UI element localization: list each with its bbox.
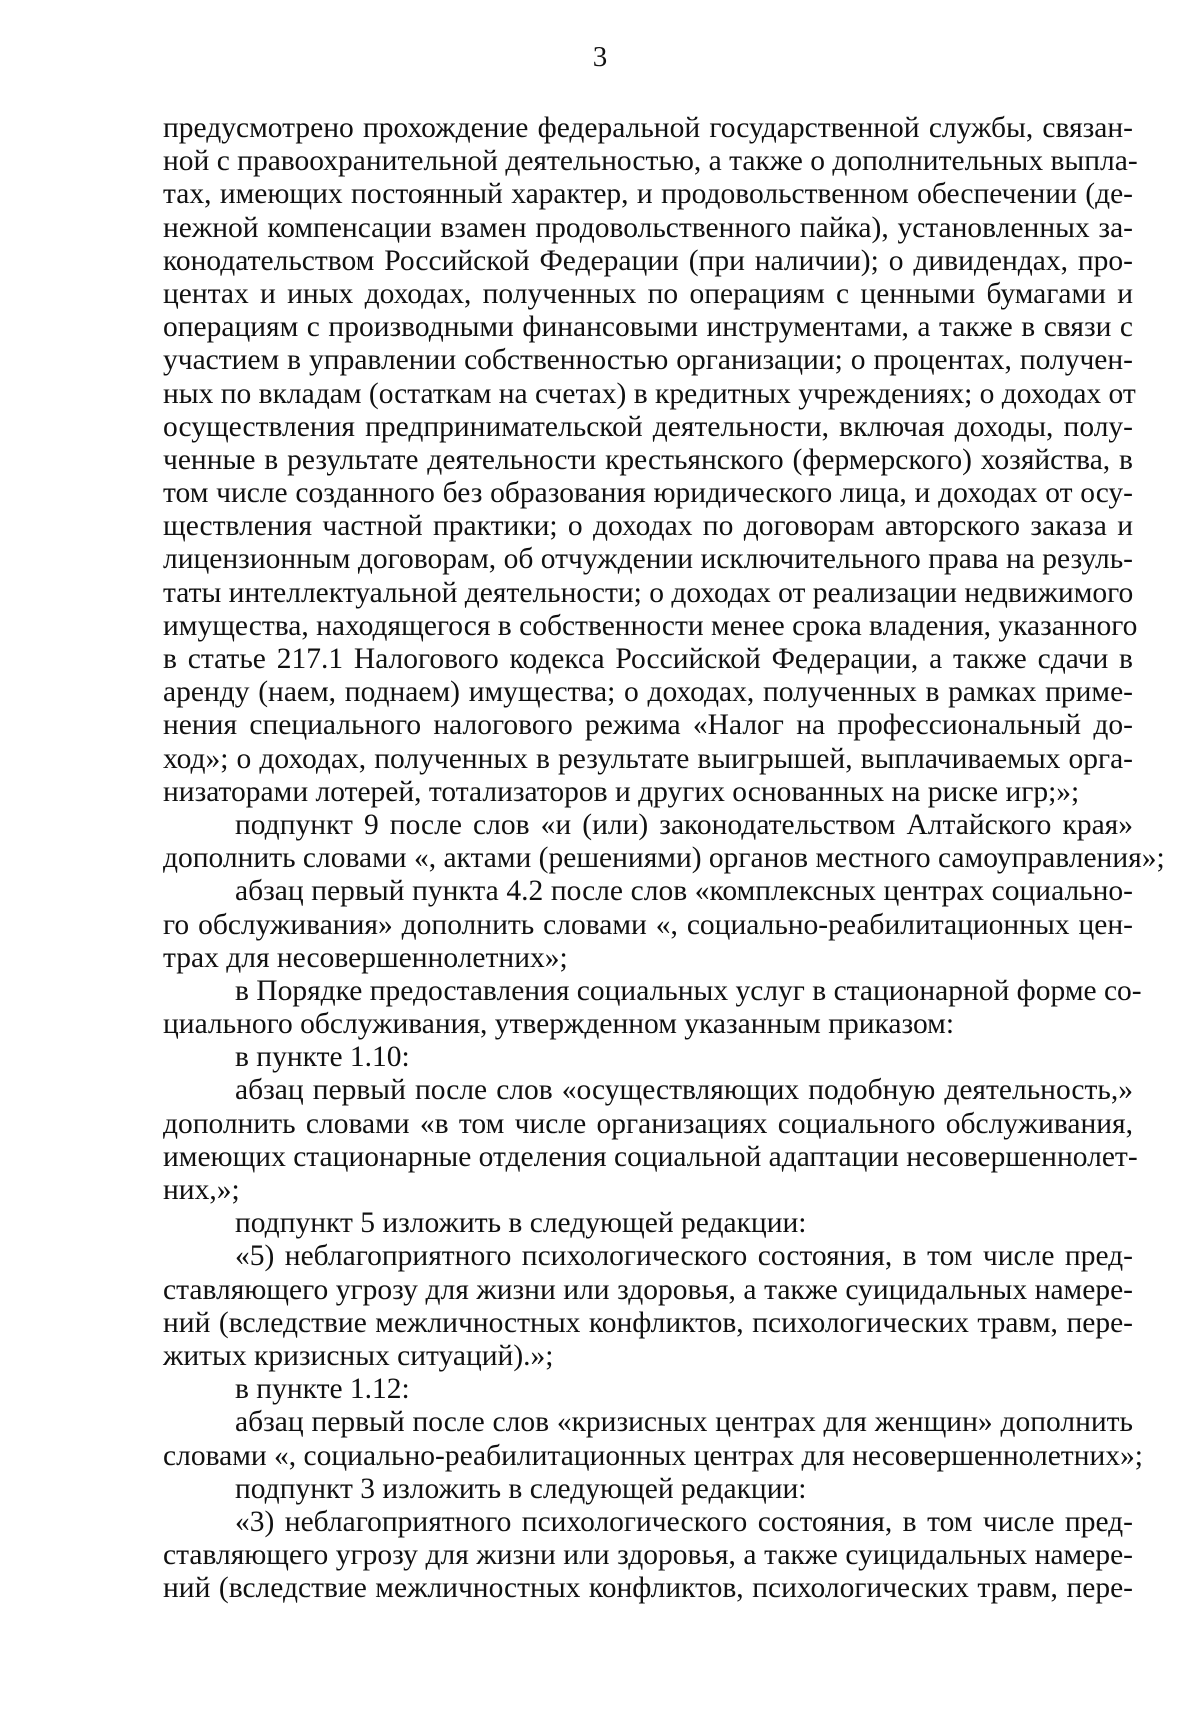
- text-line: тах, имеющих постоянный характер, и продовольственном обеспечении (де-: [163, 178, 1133, 211]
- text-line: центах и иных доходах, полученных по операциям с ценными бумагами и: [163, 277, 1133, 310]
- text-line: аренду (наем, поднаем) имущества; о доходах, полученных в рамках приме-: [163, 676, 1133, 709]
- text-line: том числе созданного без образования юридического лица, и доходах от осу-: [163, 477, 1133, 510]
- text-line: словами «, социально-реабилитационных центрах для несовершеннолетних»;: [163, 1439, 1143, 1472]
- text-line: низаторами лотерей, тотализаторов и других основанных на риске игр;»;: [163, 775, 1080, 808]
- text-line: дополнить словами «в том числе организациях социального обслуживания,: [163, 1107, 1133, 1140]
- text-line: «3) неблагоприятного психологического состояния, в том числе пред-: [235, 1505, 1133, 1538]
- text-line: циального обслуживания, утвержденном указанным приказом:: [163, 1008, 955, 1041]
- document-body: [163, 112, 1165, 1605]
- text-line: имеющих стационарные отделения социальной адаптации несовершеннолет-: [163, 1140, 1138, 1173]
- text-line: в Порядке предоставления социальных услуг в стационарной форме со-: [235, 974, 1142, 1007]
- text-line: лицензионным договорам, об отчуждении исключительного права на резуль-: [163, 543, 1133, 576]
- text-line: абзац первый пункта 4.2 после слов «комплексных центрах социально-: [235, 875, 1133, 908]
- text-line: ставляющего угрозу для жизни или здоровья, а также суицидальных намере-: [163, 1539, 1133, 1572]
- text-line: дополнить словами «, актами (решениями) органов местного самоуправления»;: [163, 842, 1165, 875]
- text-line: в пункте 1.12:: [235, 1373, 410, 1406]
- text-line: в статье 217.1 Налогового кодекса Российской Федерации, а также сдачи в: [163, 643, 1133, 675]
- text-line: «5) неблагоприятного психологического состояния, в том числе пред-: [235, 1240, 1133, 1273]
- text-line: ний (вследствие межличностных конфликтов, психологических травм, пере-: [163, 1572, 1133, 1605]
- text-line: имущества, находящегося в собственности менее срока владения, указанного: [163, 609, 1138, 642]
- text-line: предусмотрено прохождение федеральной государственной службы, связан-: [163, 112, 1133, 144]
- text-line: в пункте 1.10:: [235, 1041, 410, 1074]
- text-line: трах для несовершеннолетних»;: [163, 941, 568, 974]
- text-line: ний (вследствие межличностных конфликтов, психологических травм, пере-: [163, 1306, 1133, 1339]
- page-number: 3: [592, 41, 608, 73]
- text-line: го обслуживания» дополнить словами «, социально-реабилитационных цен-: [163, 908, 1133, 941]
- text-line: ставляющего угрозу для жизни или здоровья, а также суицидальных намере-: [163, 1273, 1133, 1306]
- text-line: ных по вкладам (остаткам на счетах) в кредитных учреждениях; о доходах от: [163, 377, 1136, 410]
- text-line: ществления частной практики; о доходах по договорам авторского заказа и: [163, 510, 1133, 543]
- text-line: нения специального налогового режима «Налог на профессиональный до-: [163, 709, 1133, 742]
- text-line: конодательством Российской Федерации (при наличии); о дивидендах, про-: [163, 244, 1133, 277]
- text-line: подпункт 5 изложить в следующей редакции:: [235, 1207, 807, 1240]
- text-line: абзац первый после слов «кризисных центрах для женщин» дополнить: [235, 1406, 1133, 1439]
- text-line: осуществления предпринимательской деятельности, включая доходы, полу-: [163, 410, 1133, 443]
- text-line: участием в управлении собственностью организации; о процентах, получен-: [163, 344, 1133, 377]
- text-line: подпункт 9 после слов «и (или) законодательством Алтайского края»: [235, 808, 1133, 841]
- text-line: таты интеллектуальной деятельности; о доходах от реализации недвижимого: [163, 576, 1134, 609]
- text-line: них,»;: [163, 1174, 240, 1206]
- text-line: подпункт 3 изложить в следующей редакции:: [235, 1472, 807, 1505]
- text-line: абзац первый после слов «осуществляющих подобную деятельность,»: [235, 1074, 1133, 1107]
- text-line: житых кризисных ситуаций).»;: [163, 1339, 554, 1372]
- text-line: операциям с производными финансовыми инструментами, а также в связи с: [163, 311, 1133, 344]
- text-line: ной с правоохранительной деятельностью, а также о дополнительных выпла-: [163, 145, 1138, 178]
- text-line: нежной компенсации взамен продовольственного пайка), установленных за-: [163, 211, 1133, 244]
- text-line: ход»; о доходах, полученных в результате выигрышей, выплачиваемых орга-: [163, 742, 1133, 775]
- text-line: ченные в результате деятельности крестьянского (фермерского) хозяйства, в: [163, 443, 1133, 476]
